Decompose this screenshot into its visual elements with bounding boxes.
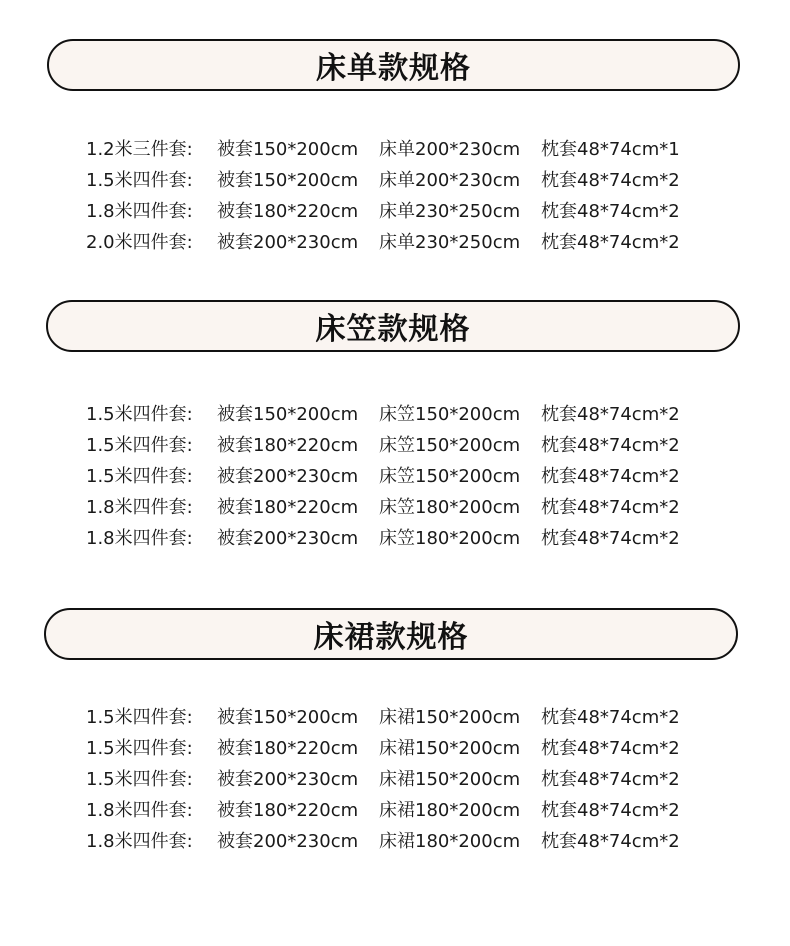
duvet-cover-size: 被套200*230cm [217, 528, 359, 549]
spec-list [86, 702, 706, 857]
spec-row [86, 702, 706, 733]
duvet-cover-size: 被套200*230cm [217, 466, 359, 487]
spec-row [86, 399, 706, 430]
bed-sheet-size: 床单230*250cm [379, 201, 521, 222]
set-size: 1.8米四件套: [86, 800, 193, 821]
set-size: 1.5米四件套: [86, 707, 193, 728]
spec-row [86, 134, 706, 165]
spec-row [86, 764, 706, 795]
pillowcase-size: 枕套48*74cm*2 [541, 170, 680, 191]
pillowcase-size: 枕套48*74cm*2 [541, 232, 680, 253]
section-title-pill [46, 300, 740, 352]
bed-sheet-size: 床单200*230cm [379, 139, 521, 160]
pillowcase-size: 枕套48*74cm*2 [541, 201, 680, 222]
set-size: 1.2米三件套: [86, 139, 193, 160]
bed-sheet-size: 床单200*230cm [379, 170, 521, 191]
duvet-cover-size: 被套150*200cm [217, 139, 359, 160]
spec-list [86, 399, 706, 554]
bed-skirt-size: 床裙180*200cm [379, 800, 521, 821]
set-size: 1.5米四件套: [86, 738, 193, 759]
pillowcase-size: 枕套48*74cm*2 [541, 497, 680, 518]
duvet-cover-size: 被套180*220cm [217, 800, 359, 821]
pillowcase-size: 枕套48*74cm*2 [541, 800, 680, 821]
spec-row [86, 461, 706, 492]
fitted-sheet-size: 床笠150*200cm [379, 404, 521, 425]
fitted-sheet-size: 床笠150*200cm [379, 466, 521, 487]
pillowcase-size: 枕套48*74cm*2 [541, 769, 680, 790]
fitted-sheet-size: 床笠180*200cm [379, 528, 521, 549]
spec-row [86, 196, 706, 227]
pillowcase-size: 枕套48*74cm*2 [541, 707, 680, 728]
duvet-cover-size: 被套180*220cm [217, 738, 359, 759]
set-size: 1.8米四件套: [86, 831, 193, 852]
pillowcase-size: 枕套48*74cm*2 [541, 528, 680, 549]
section-title-pill [47, 39, 740, 91]
set-size: 2.0米四件套: [86, 232, 193, 253]
set-size: 1.5米四件套: [86, 435, 193, 456]
spec-list [86, 134, 706, 258]
fitted-sheet-size: 床笠150*200cm [379, 435, 521, 456]
bed-skirt-size: 床裙150*200cm [379, 738, 521, 759]
duvet-cover-size: 被套180*220cm [217, 435, 359, 456]
duvet-cover-size: 被套200*230cm [217, 232, 359, 253]
set-size: 1.8米四件套: [86, 201, 193, 222]
spec-row [86, 733, 706, 764]
section-title-pill [44, 608, 738, 660]
pillowcase-size: 枕套48*74cm*2 [541, 435, 680, 456]
section-title: 床笠款规格 [315, 312, 471, 347]
pillowcase-size: 枕套48*74cm*2 [541, 466, 680, 487]
duvet-cover-size: 被套180*220cm [217, 497, 359, 518]
pillowcase-size: 枕套48*74cm*1 [541, 139, 680, 160]
pillowcase-size: 枕套48*74cm*2 [541, 404, 680, 425]
bed-skirt-size: 床裙150*200cm [379, 769, 521, 790]
set-size: 1.5米四件套: [86, 466, 193, 487]
fitted-sheet-size: 床笠180*200cm [379, 497, 521, 518]
duvet-cover-size: 被套150*200cm [217, 170, 359, 191]
spec-row [86, 492, 706, 523]
spec-row [86, 430, 706, 461]
bed-skirt-size: 床裙150*200cm [379, 707, 521, 728]
set-size: 1.8米四件套: [86, 528, 193, 549]
spec-row [86, 826, 706, 857]
spec-row [86, 523, 706, 554]
duvet-cover-size: 被套180*220cm [217, 201, 359, 222]
bed-skirt-size: 床裙180*200cm [379, 831, 521, 852]
pillowcase-size: 枕套48*74cm*2 [541, 738, 680, 759]
duvet-cover-size: 被套200*230cm [217, 769, 359, 790]
section-title: 床单款规格 [316, 51, 471, 86]
section-title: 床裙款规格 [313, 620, 469, 655]
duvet-cover-size: 被套200*230cm [217, 831, 359, 852]
set-size: 1.5米四件套: [86, 170, 193, 191]
spec-row [86, 795, 706, 826]
duvet-cover-size: 被套150*200cm [217, 707, 359, 728]
spec-row [86, 165, 706, 196]
bed-sheet-size: 床单230*250cm [379, 232, 521, 253]
set-size: 1.8米四件套: [86, 497, 193, 518]
set-size: 1.5米四件套: [86, 404, 193, 425]
set-size: 1.5米四件套: [86, 769, 193, 790]
spec-row [86, 227, 706, 258]
pillowcase-size: 枕套48*74cm*2 [541, 831, 680, 852]
duvet-cover-size: 被套150*200cm [217, 404, 359, 425]
